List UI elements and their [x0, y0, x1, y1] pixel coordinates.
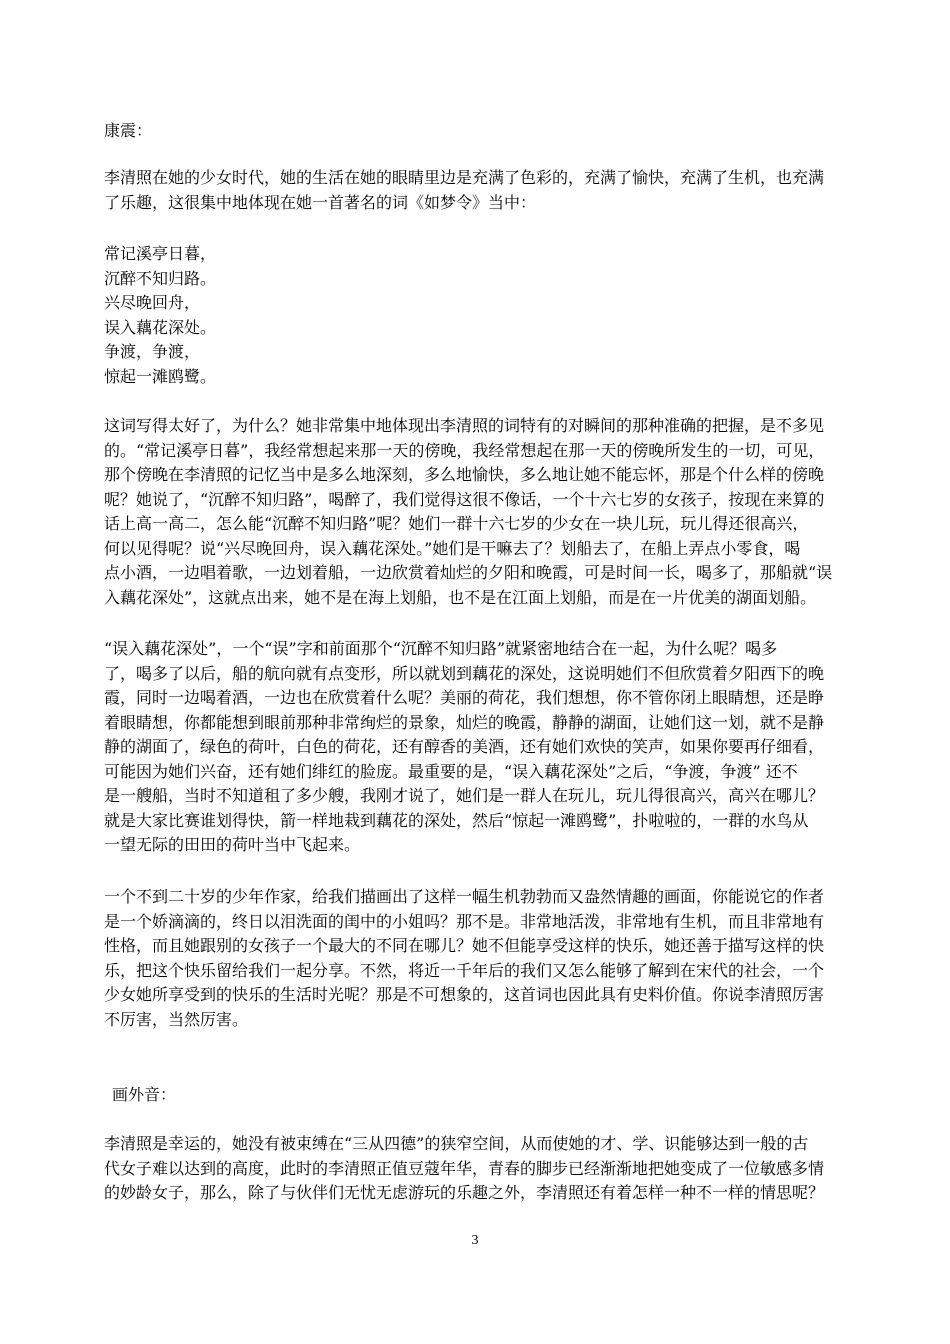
text-line: 点小酒，一边唱着歌，一边划着船，一边欣赏着灿烂的夕阳和晚霞，可是时间一长，喝多了，那船就“误: [104, 563, 833, 582]
text-line: 一个不到二十岁的少年作家，给我们描画出了这样一幅生机勃勃而又盎然情趣的画面，你能说它的作者: [104, 887, 825, 906]
text-line: 李清照在她的少女时代，她的生活在她的眼睛里边是充满了色彩的，充满了愉快，充满了生机，也充满: [104, 168, 825, 187]
text-line: 是一个娇滴滴的，终日以泪洗面的闺中的小姐吗？那不是。非常地活泼，非常地有生机，而且非常地有: [104, 911, 825, 931]
poem-line: 兴尽晚回舟，: [104, 293, 201, 312]
text-line: 就是大家比赛谁划得快，箭一样地栽到藕花的深处，然后“惊起一滩鸥鹭”，扑啦啦的，一群的水鸟从: [104, 810, 809, 830]
text-line: “误入藕花深处”，一个“误”字和前面那个“沉醉不知归路”就紧密地结合在一起，为什么呢？喝多: [104, 639, 778, 658]
page-number: 3: [471, 1233, 479, 1248]
text-line: 可能因为她们兴奋，还有她们绯红的脸庞。最重要的是，“误入藕花深处”之后，“争渡，争渡” 还不: [104, 761, 798, 781]
poem-line: 惊起一滩鸥鹭。: [104, 366, 217, 386]
poem-line: 沉醉不知归路。: [104, 268, 217, 288]
poem-line: 争渡，争渡，: [104, 342, 201, 361]
paragraph-intro: [104, 166, 854, 215]
text-line: 少女她所享受到的快乐的生活时光呢？那是不可想象的，这首词也因此具有史料价值。你说李清照厉害: [104, 985, 825, 1004]
text-line: 一望无际的田田的荷叶当中飞起来。: [104, 835, 361, 854]
text-line: 话上高一高二，怎么能“沉醉不知归路”呢？她们一群十六七岁的少女在一块儿玩，玩儿得还很高兴，: [104, 514, 809, 533]
text-line: 这词写得太好了，为什么？她非常集中地体现出李清照的词特有的对瞬间的那种准确的把握，是不多见: [104, 416, 825, 435]
text-line: 不厉害，当然厉害。: [104, 1009, 249, 1029]
text-line: 李清照是幸运的，她没有被束缚在“三从四德”的狭窄空间，从而使她的才、学、识能够达到一般的古: [104, 1134, 809, 1153]
text-line: 的妙龄女子，那么，除了与伙伴们无忧无虑游玩的乐趣之外，李清照还有着怎样一种不一样的情思呢？: [104, 1183, 825, 1202]
text-line: 入藕花深处”，这就点出来，她不是在海上划船，也不是在江面上划船，而是在一片优美的湖面划船。: [104, 587, 817, 607]
text-line: 的。“常记溪亭日暮”，我经常想起来那一天的傍晚，我经常想起在那一天的傍晚所发生的一切，可见，: [104, 440, 825, 460]
poem-line: 常记溪亭日暮，: [104, 244, 217, 263]
speaker-label-kang-zhen: 康震：: [104, 121, 153, 140]
poem-ru-meng-ling: [104, 242, 854, 389]
text-line: 是一艘船，当时不知道租了多少艘，我刚才说了，她们是一群人在玩儿，玩儿得很高兴，高兴在哪儿？: [104, 786, 825, 805]
paragraph-analysis-2: [104, 637, 854, 858]
text-line: 静的湖面了，绿色的荷叶，白色的荷花，还有醇香的美酒，还有她们欢快的笑声，如果你要再仔细看，: [104, 737, 825, 756]
text-line: 了，喝多了以后，船的航向就有点变形，所以就划到藕花的深处，这说明她们不但欣赏着夕阳西下的晚: [104, 663, 825, 683]
text-line: 性格，而且她跟别的女孩子一个最大的不同在哪儿？她不但能享受这样的快乐，她还善于描写这样的快: [104, 936, 825, 955]
text-line: 何以见得呢？说“兴尽晚回舟，误入藕花深处。”她们是干嘛去了？划船去了，在船上弄点小零食，喝: [104, 538, 801, 558]
speaker-label-voiceover: 画外音：: [112, 1085, 177, 1104]
text-line: 乐，把这个快乐留给我们一起分享。不然，将近一千年后的我们又怎么能够了解到在宋代的社会，一个: [104, 960, 825, 980]
paragraph-voiceover: [104, 1132, 854, 1206]
text-line: 那个傍晚在李清照的记忆当中是多么地深刻，多么地愉快，多么地让她不能忘怀，那是个什么样的傍晚: [104, 465, 825, 484]
text-line: 了乐趣，这很集中地体现在她一首著名的词《如梦令》当中：: [104, 192, 537, 212]
text-line: 代女子难以达到的高度，此时的李清照正值豆蔻年华，青春的脚步已经渐渐地把她变成了一位敏感多情: [104, 1158, 825, 1178]
poem-line: 误入藕花深处。: [104, 317, 217, 337]
text-line: 霞，同时一边喝着酒，一边也在欣赏着什么呢？美丽的荷花，我们想想，你不管你闭上眼睛想，还是睁: [104, 688, 825, 707]
paragraph-conclusion: [104, 885, 854, 1032]
paragraph-analysis-1: [104, 414, 854, 610]
text-line: 着眼睛想，你都能想到眼前那种非常绚烂的景象，灿烂的晚霞，静静的湖面，让她们这一划，就不是静: [104, 712, 825, 732]
text-line: 呢？她说了，“沉醉不知归路”，喝醉了，我们觉得这很不像话，一个十六七岁的女孩子，按现在来算的: [104, 489, 825, 509]
